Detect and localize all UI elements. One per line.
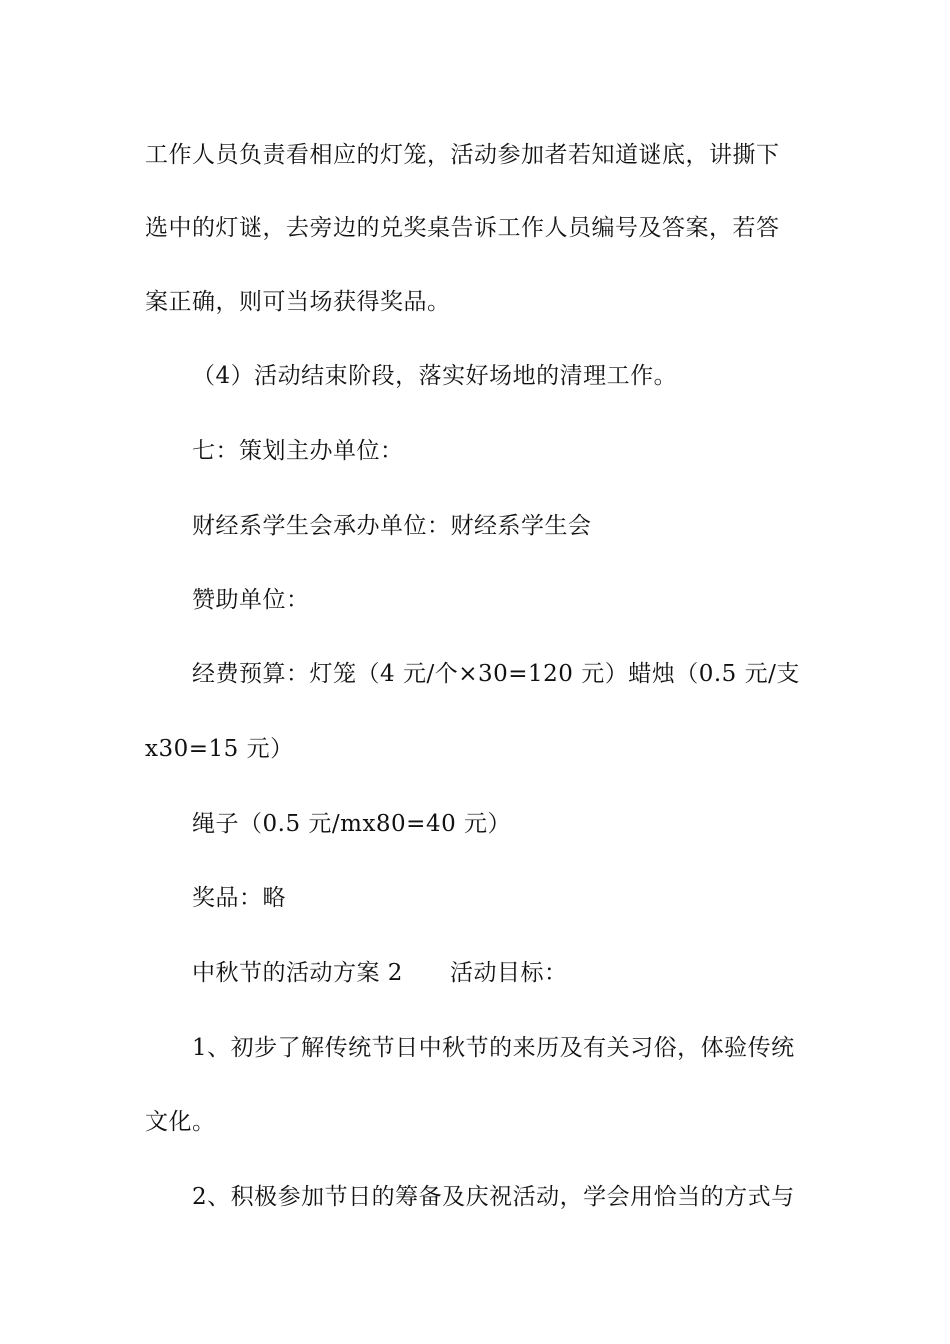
section-heading: 中秋节的活动方案 2 活动目标： (192, 960, 568, 986)
paragraph-line: 1、初步了解传统节日中秋节的来历及有关习俗，体验传统 (192, 1035, 795, 1061)
paragraph-line: （4）活动结束阶段，落实好场地的清理工作。 (192, 363, 678, 389)
section-heading: 七：策划主办单位： (192, 438, 404, 464)
paragraph-line: 经费预算：灯笼（4 元/个×30=120 元）蜡烛（0.5 元/支 (192, 661, 800, 687)
paragraph-line: 文化。 (145, 1109, 216, 1135)
paragraph-line: 案正确，则可当场获得奖品。 (145, 289, 451, 315)
paragraph-line: x30=15 元） (145, 736, 294, 762)
paragraph-line: 财经系学生会承办单位：财经系学生会 (192, 513, 592, 539)
paragraph-line: 奖品：略 (192, 885, 286, 911)
paragraph-line: 工作人员负责看相应的灯笼，活动参加者若知道谜底，讲撕下 (145, 142, 780, 168)
paragraph-line: 绳子（0.5 元/mx80=40 元） (192, 811, 512, 837)
paragraph-line: 赞助单位： (192, 587, 310, 613)
paragraph-line: 选中的灯谜，去旁边的兑奖桌告诉工作人员编号及答案，若答 (145, 215, 780, 241)
paragraph-line: 2、积极参加节日的筹备及庆祝活动，学会用恰当的方式与 (192, 1184, 795, 1210)
